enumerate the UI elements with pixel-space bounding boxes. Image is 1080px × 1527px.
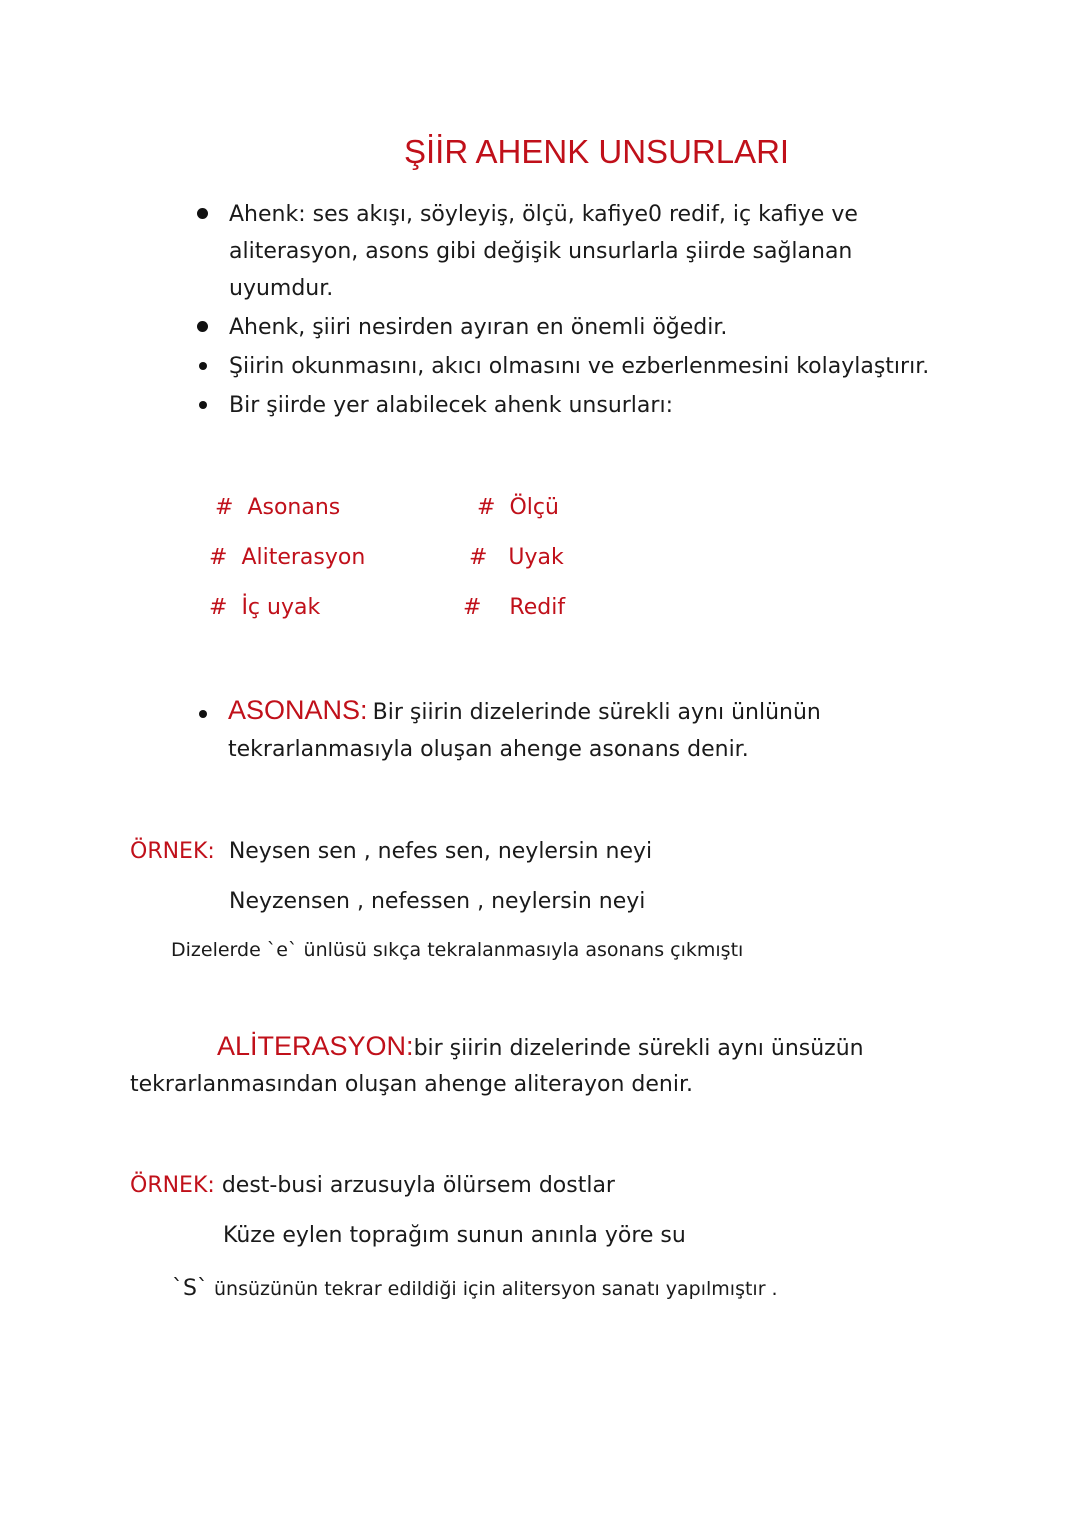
hash-marker: # — [209, 595, 228, 620]
bullet-icon — [197, 208, 208, 219]
list-item — [195, 196, 995, 307]
element-label: Ölçü — [509, 495, 559, 520]
aliterasyon-example — [130, 1173, 615, 1198]
asonans-heading: ASONANS: — [228, 695, 368, 725]
hash-marker: # — [215, 495, 234, 520]
element-label: Asonans — [247, 495, 341, 520]
note-mark: `S` — [172, 1276, 208, 1301]
asonans-example — [130, 839, 652, 864]
element-item-aliterasyon — [209, 545, 365, 570]
list-item-line: Ahenk: ses akışı, söyleyiş, ölçü, kafiye0 redif, iç kafiye ve — [229, 202, 858, 227]
asonans-line-2: tekrarlanmasıyla oluşan ahenge asonans denir. — [228, 737, 749, 762]
bullet-icon — [199, 710, 207, 718]
asonans-definition — [228, 695, 821, 726]
bullet-icon — [199, 362, 207, 370]
list-item-text: Şiirin okunmasını, akıcı olmasını ve ezberlenmesini kolaylaştırır. — [229, 354, 930, 379]
element-item-uyak — [469, 545, 564, 570]
list-item — [195, 348, 995, 385]
hash-marker: # — [469, 545, 488, 570]
example-label: ÖRNEK: — [130, 1173, 215, 1198]
bullet-icon — [197, 321, 208, 332]
example-line-2: Neyzensen , nefessen , neylersin neyi — [229, 889, 646, 914]
list-item-text: Ahenk, şiiri nesirden ayıran en önemli öğedir. — [229, 315, 728, 340]
aliterasyon-line-1: bir şiirin dizelerinde sürekli aynı ünsüzün — [413, 1036, 864, 1061]
hash-marker: # — [209, 545, 228, 570]
element-item-olcu — [477, 495, 559, 520]
asonans-line-1: Bir şiirin dizelerinde sürekli aynı ünlünün — [372, 700, 821, 725]
list-item — [195, 387, 995, 424]
element-label: Redif — [509, 595, 566, 620]
example-line-2: Küze eylen toprağım sunun anınla yöre su — [223, 1223, 686, 1248]
element-item-redif — [463, 595, 565, 620]
element-item-ic-uyak — [209, 595, 320, 620]
element-label: Aliterasyon — [241, 545, 366, 570]
element-label: Uyak — [508, 545, 564, 570]
aliterasyon-heading: ALİTERASYON: — [217, 1031, 414, 1061]
element-item-asonans — [215, 495, 340, 520]
hash-marker: # — [463, 595, 482, 620]
list-item — [195, 309, 995, 346]
page-title: ŞİİR AHENK UNSURLARI — [404, 133, 790, 170]
note-text: ünsüzünün tekrar edildiği için alitersyon sanatı yapılmıştır . — [214, 1278, 778, 1300]
aliterasyon-note — [172, 1276, 778, 1301]
aliterasyon-line-2: tekrarlanmasından oluşan ahenge aliterayon denir. — [130, 1072, 693, 1097]
aliterasyon-definition — [217, 1031, 864, 1062]
element-label: İç uyak — [241, 595, 321, 620]
bullet-icon — [199, 401, 207, 409]
intro-bullet-list — [195, 196, 995, 426]
example-line-1: dest-busi arzusuyla ölürsem dostlar — [221, 1173, 615, 1198]
list-item-line: uyumdur. — [229, 276, 334, 301]
example-label: ÖRNEK: — [130, 839, 215, 864]
example-line-1: Neysen sen , nefes sen, neylersin neyi — [228, 839, 653, 864]
list-item-line: aliterasyon, asons gibi değişik unsurlarla şiirde sağlanan — [229, 239, 853, 264]
hash-marker: # — [477, 495, 496, 520]
list-item-text: Bir şiirde yer alabilecek ahenk unsurları: — [229, 393, 673, 418]
asonans-note: Dizelerde `e` ünlüsü sıkça tekralanmasıyla asonans çıkmıştı — [171, 939, 744, 961]
